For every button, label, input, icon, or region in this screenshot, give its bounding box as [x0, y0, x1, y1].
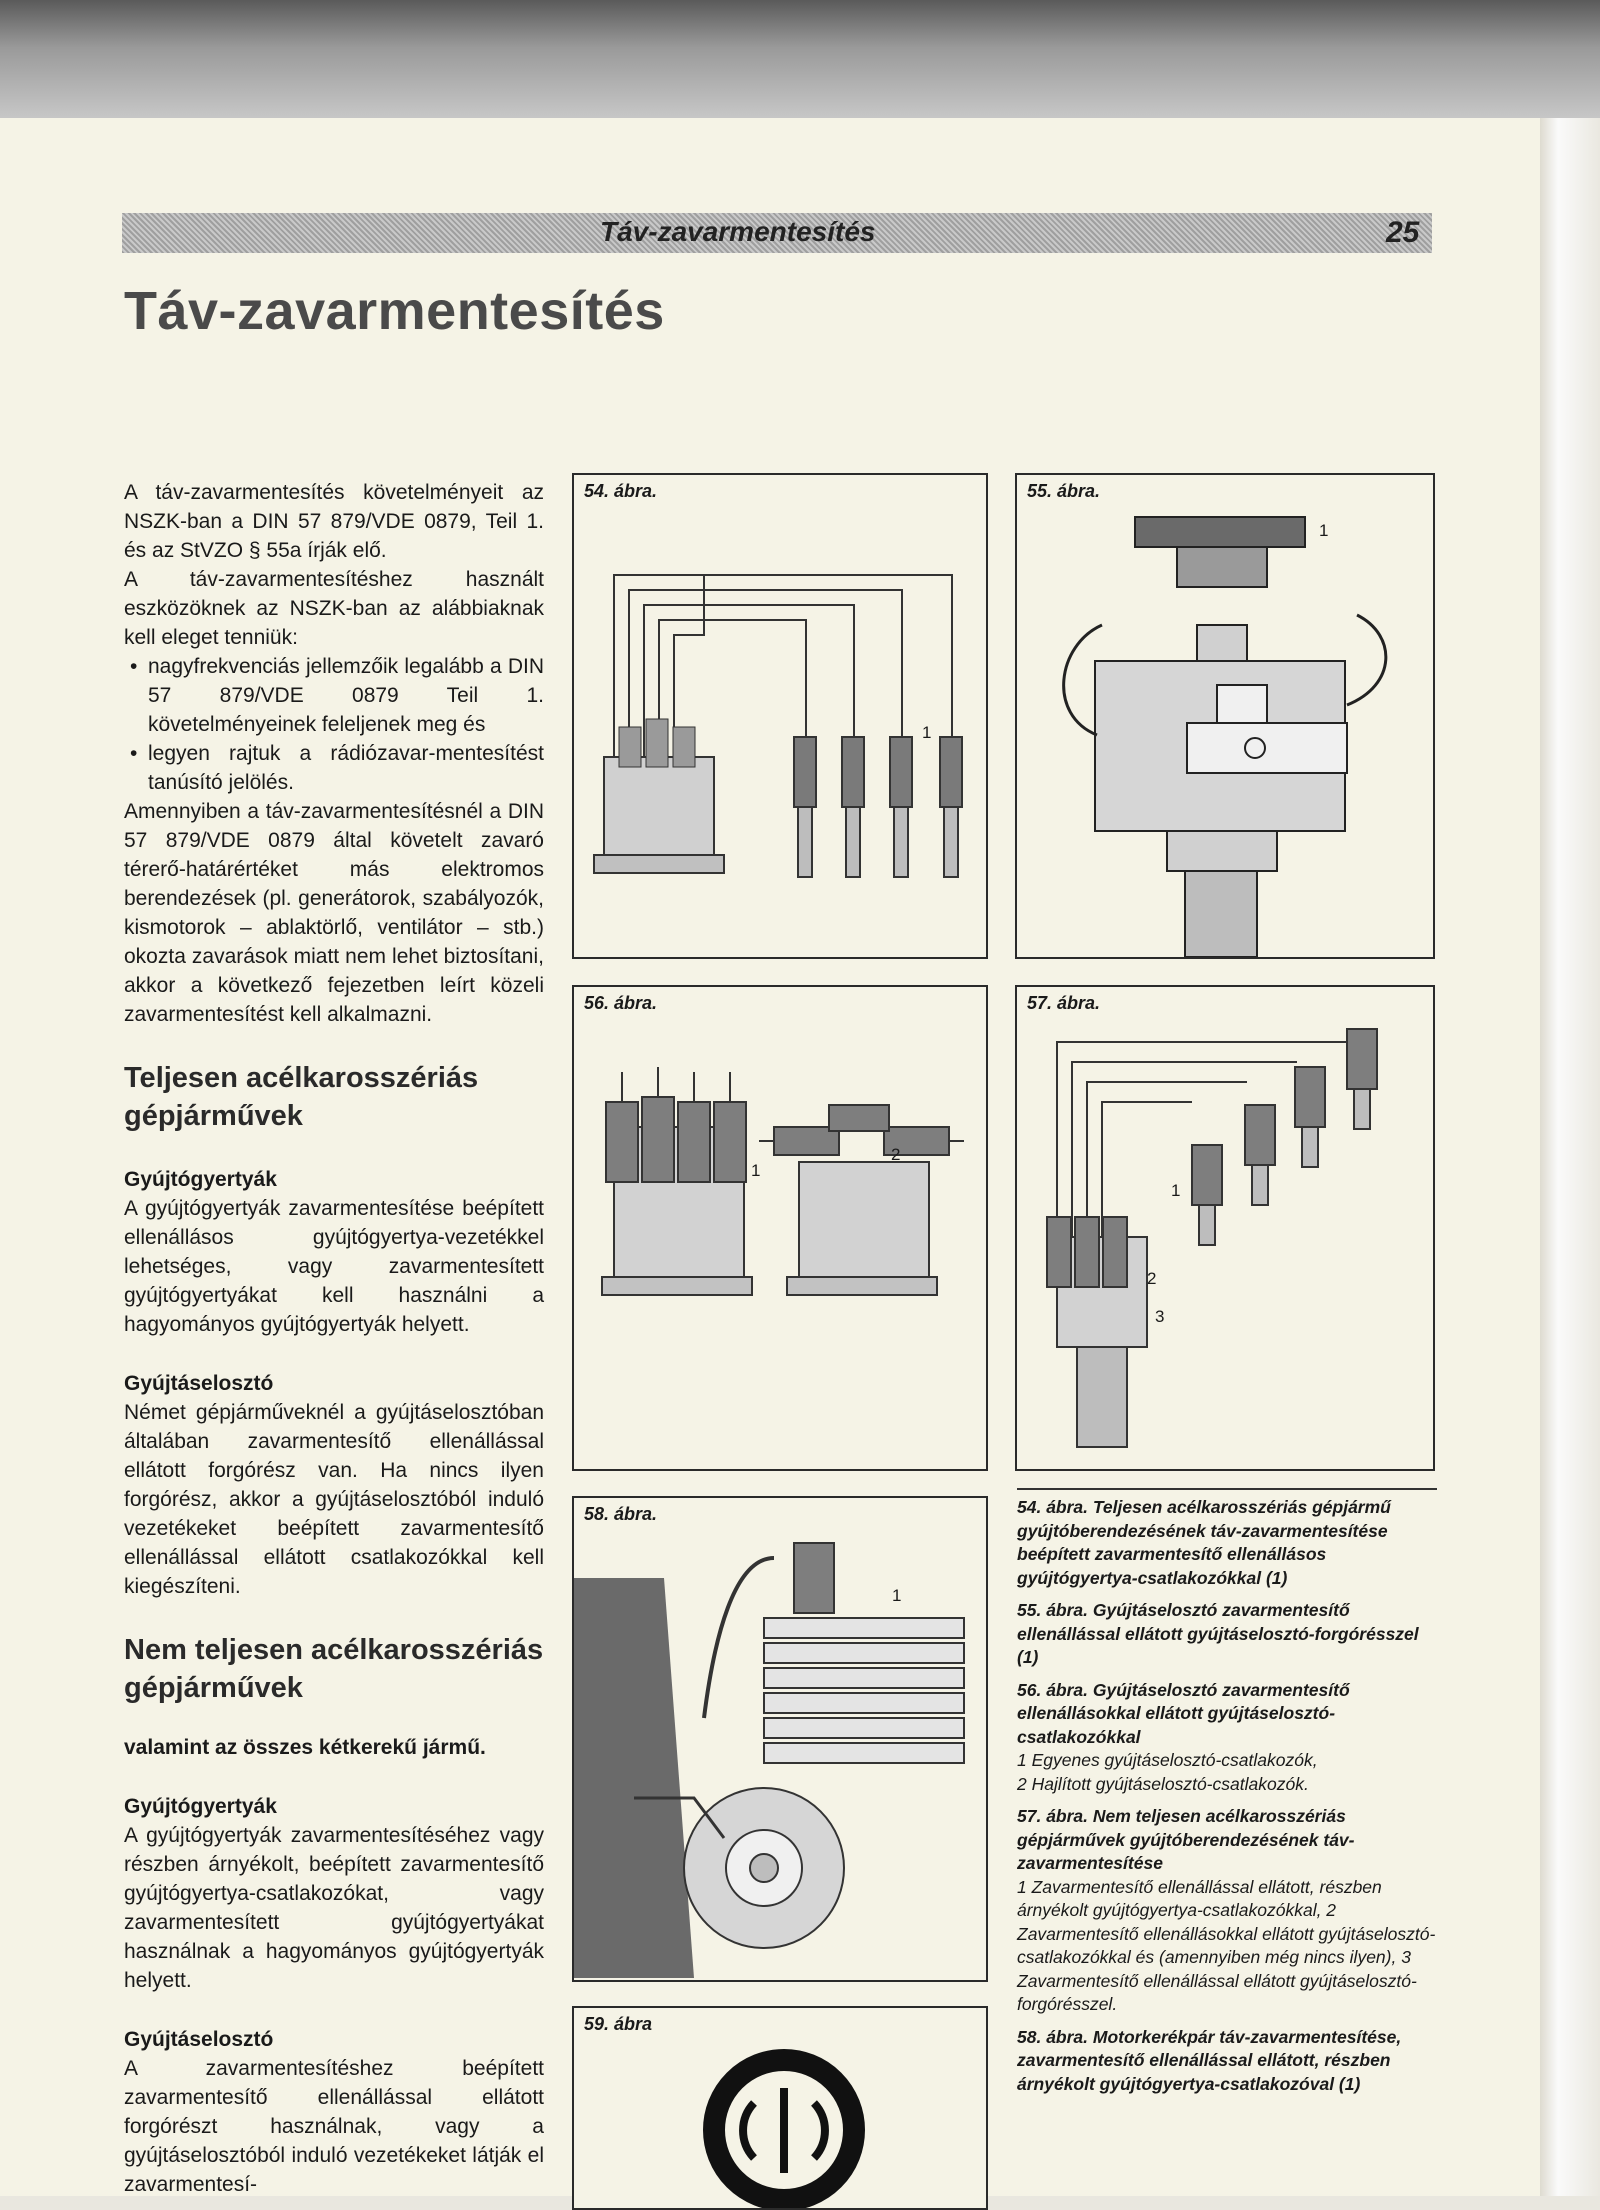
- subheading: Gyújtáselosztó: [124, 2028, 274, 2051]
- section-heading: Nem teljesen acélkarosszériás gépjárművek: [124, 1634, 544, 1704]
- caption-57: 57. ábra. Nem teljesen acélkarosszériás gépjárművek gyújtóberendezésének táv-zavarmentesítése 1 Zavarmentesítő ellenállással ellátott, részben árnyékolt gyújtógyertya-csatlakozókkal, 2 Zavarmentesítő ellenállásokkal ellátott gyújtáselosztó-csatlakozókkal és (amennyiben még nincs ilyen), 3 Zavarmentesítő ellenállással ellátott gyújtáselosztó-forgórésszel.: [1017, 1805, 1437, 2017]
- figure-label: 58. ábra.: [584, 1504, 658, 1524]
- caption-divider: [1017, 1488, 1437, 1490]
- callout-number: 1: [1319, 521, 1329, 540]
- caption-55: 55. ábra. Gyújtáselosztó zavarmentesítő ellenállással ellátott gyújtáselosztó-forgórésszel (1): [1017, 1600, 1419, 1667]
- subheading: Gyújtógyertyák: [124, 1795, 277, 1818]
- figure-54: [572, 473, 988, 959]
- page-number: 25: [1386, 216, 1420, 249]
- callout-number: 2: [1147, 1269, 1157, 1288]
- paragraph: A gyújtógyertyák zavarmentesítéséhez vagy részben árnyékolt, beépített zavarmentesítő gyújtógyertya-csatlakozókat, vagy zavarmentesített gyújtógyertyákat használnak a hagyományos gyújtógyertyák helyett.: [124, 1824, 544, 1992]
- bullet-item: • nagyfrekvenciás jellemzőik legalább a DIN 57 879/VDE 0879 Teil 1. követelményeinek feleljenek meg és: [148, 652, 544, 739]
- paragraph: A táv-zavarmentesítéshez használt eszközöknek az NSZK-ban az alábbiaknak kell eleget tenniük:: [124, 568, 544, 649]
- distributor-straight-connectors: [602, 1067, 752, 1295]
- figure-label: 57. ábra.: [1027, 993, 1101, 1013]
- callout-number: 1: [1171, 1181, 1181, 1200]
- figure-captions: [1017, 1496, 1437, 2105]
- figure-58: [572, 1496, 988, 1982]
- callout-number: 1: [892, 1586, 902, 1605]
- figure-56: [572, 985, 988, 1471]
- caption-text: 1 Zavarmentesítő ellenállással ellátott, részben árnyékolt gyújtógyertya-csatlakozókkal, 2 Zavarmentesítő ellenállásokkal ellátott gyújtáselosztó-csatlakozókkal és (amennyiben még nincs ilyen), 3 Zavarmentesítő ellenállással ellátott gyújtáselosztó-forgórésszel.: [1017, 1876, 1436, 2014]
- figure-label: 59. ábra: [584, 2014, 653, 2034]
- rotor-arm: [1135, 517, 1305, 547]
- distributor-angled-connectors: [759, 1105, 964, 1295]
- caption-58: 58. ábra. Motorkerékpár táv-zavarmentesítése, zavarmentesítő ellenállással ellátott, részben árnyékolt gyújtógyertya-csatlakozóval (1): [1017, 2026, 1402, 2094]
- bullet-list: [124, 652, 544, 797]
- figure-59: [572, 2006, 988, 2210]
- figure-56-drawing: [574, 987, 986, 1469]
- body-text-column: [124, 478, 544, 2199]
- figure-57: [1015, 985, 1435, 1471]
- figure-57-drawing: [1017, 987, 1433, 1469]
- paragraph: Német gépjárműveknél a gyújtáselosztóban általában zavarmentesítő ellenállással ellátott forgórész van. Ha nincs ilyen forgórész, akkor a gyújtáselosztóból induló vezetékeket beépített zavarmentesítő ellenállással ellátott csatlakozókkal kell kiegészíteni.: [124, 1401, 544, 1598]
- figure-label: 55. ábra.: [1027, 481, 1101, 501]
- section-heading: Teljesen acélkarosszériás gépjárművek: [124, 1062, 479, 1132]
- paragraph: A zavarmentesítéshez beépített zavarmentesítő ellenállással ellátott forgórészt használnak, vagy a gyújtáselosztóból induló vezetékeket látják el zavarmentesí-: [124, 2057, 544, 2196]
- frame-shadow: [574, 1578, 694, 1978]
- caption-54: 54. ábra. Teljesen acélkarosszériás gépjármű gyújtóberendezésének táv-zavarmentesítése beépített zavarmentesítő ellenállásos gyújtógyertya-csatlakozókkal (1): [1017, 1497, 1391, 1588]
- callout-number: 1: [751, 1161, 761, 1180]
- angled-spark-plug-connectors: [1192, 1029, 1377, 1205]
- figure-55: [1015, 473, 1435, 959]
- distributor: [1047, 1217, 1147, 1447]
- callout-number: 1: [922, 723, 932, 742]
- clip-spring: [1347, 615, 1386, 705]
- spark-plugs: [798, 807, 958, 877]
- figure-label: 56. ábra.: [584, 993, 658, 1013]
- subheading: Gyújtáselosztó: [124, 1372, 274, 1395]
- caption-item: 1 Egyenes gyújtáselosztó-csatlakozók,: [1017, 1750, 1318, 1770]
- spark-plug-connector: [794, 1543, 834, 1613]
- page-title: Táv-zavarmentesítés: [124, 281, 665, 341]
- engine-cylinder-fins: [764, 1618, 964, 1763]
- page-edge: [1540, 118, 1600, 2196]
- subheading: Gyújtógyertyák: [124, 1168, 277, 1191]
- figure-55-drawing: [1017, 475, 1433, 957]
- figure-label: 54. ábra.: [584, 481, 658, 501]
- section-note: valamint az összes kétkerekű jármű.: [124, 1736, 486, 1759]
- figure-59-drawing: [574, 2008, 986, 2208]
- figure-58-drawing: [574, 1498, 986, 1980]
- callout-number: 2: [891, 1145, 901, 1164]
- radio-suppression-mark-icon: [714, 2060, 854, 2200]
- caption-item: 2 Hajlított gyújtáselosztó-csatlakozók.: [1017, 1773, 1309, 1794]
- figure-54-drawing: [574, 475, 986, 957]
- paragraph: A táv-zavarmentesítés követelményeit az NSZK-ban a DIN 57 879/VDE 0879, Teil 1. és az StVZO § 55a írják elő.: [124, 481, 544, 562]
- caption-56: 56. ábra. Gyújtáselosztó zavarmentesítő ellenállásokkal ellátott gyújtáselosztó-csatlakozókkal 1 Egyenes gyújtáselosztó-csatlakozók, 2 Hajlított gyújtáselosztó-csatlakozók.: [1017, 1679, 1437, 1797]
- paragraph: Amennyiben a táv-zavarmentesítésnél a DIN 57 879/VDE 0879 által követelt zavaró térerő-határértéket más elektromos berendezések (pl. generátorok, szabályozók, kismotorok – ablaktörlő, ventilátor – stb.) okozta zavarások miatt nem lehet biztosítani, akkor a következő fejezetben leírt közeli zavarmentesítést kell alkalmazni.: [124, 800, 544, 1026]
- callout-number: 3: [1155, 1307, 1165, 1326]
- scan-top-shadow: [0, 0, 1600, 120]
- spark-plug-connectors: [794, 737, 962, 807]
- paragraph: A gyújtógyertyák zavarmentesítése beépített ellenállásos gyújtógyertya-vezetékkel lehetséges, vagy zavarmentesített gyújtógyertyákat kell használni a hagyományos gyújtógyertyák helyett.: [124, 1197, 544, 1336]
- bullet-item: • legyen rajtuk a rádiózavar-mentesítést tanúsító jelölés.: [148, 739, 544, 797]
- running-header-title: Táv-zavarmentesítés: [600, 216, 876, 247]
